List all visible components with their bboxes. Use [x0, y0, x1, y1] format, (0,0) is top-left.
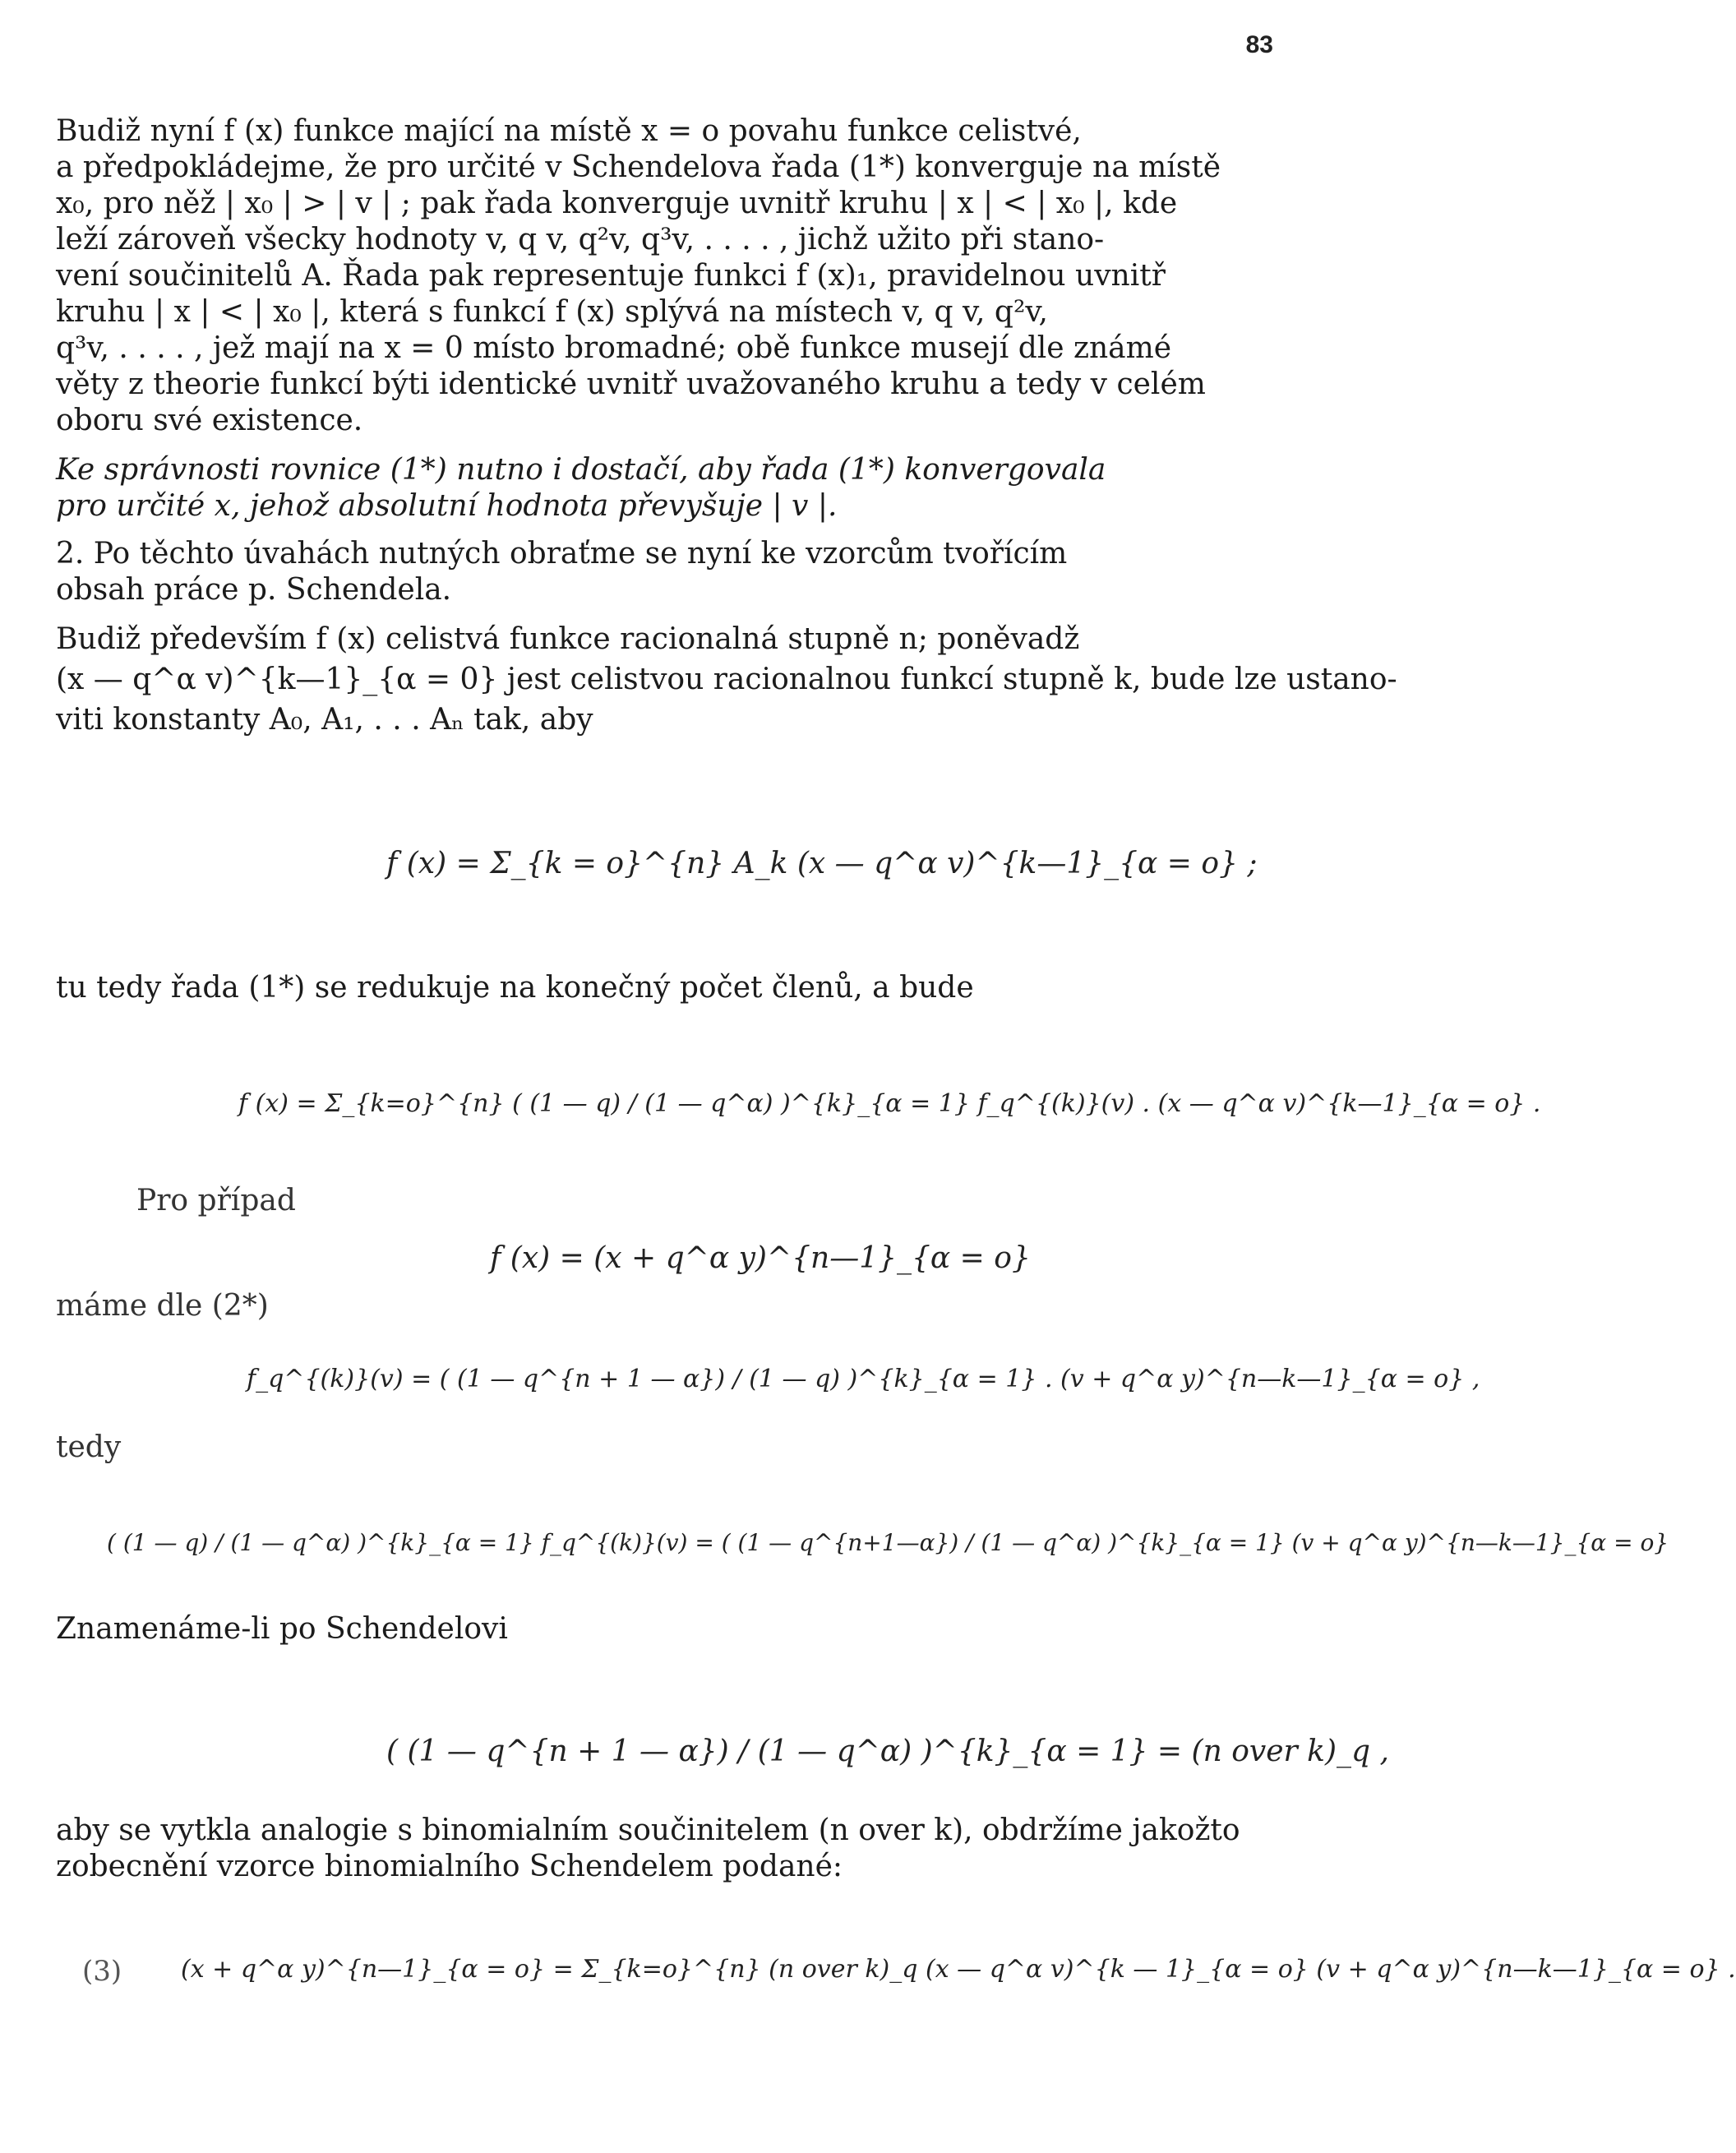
equation-finite-sum: f (x) = Σ_{k=o}^{n} ( (1 — q) / (1 — q^α) )^{k}_{α = 1} f_q^{(k)}(v) . (x — q^α v)^{k—1}_{α = o} . — [238, 1089, 1541, 1118]
text-line: Budiž nyní f (x) funkce mající na místě x = o povahu funkce celistvé, — [56, 114, 1082, 148]
paragraph-analogy — [56, 1813, 1271, 1885]
paragraph-section-2 — [56, 536, 1271, 608]
text-line: aby se vytkla analogie s binomialním součinitelem (n over k), obdržíme jakožto — [56, 1813, 1240, 1847]
text-line: viti konstanty A₀, A₁, . . . Aₙ tak, aby — [56, 703, 593, 737]
equation-q-binomial: ( (1 — q^{n + 1 — α}) / (1 — q^α) )^{k}_{α = 1} = (n over k)_q , — [386, 1735, 1389, 1768]
text-line: kruhu | x | < | x₀ |, která s funkcí f (x) splývá na místech v, q v, q²v, — [56, 295, 1048, 329]
text-line: 2. Po těchto úvahách nutných obraťme se nyní ke vzorcům tvořícím — [56, 537, 1068, 571]
text-line: vení součinitelů A. Řada pak representuje funkci f (x)₁, pravidelnou uvnitř — [56, 259, 1166, 293]
text-line: pro určité x, jehož absolutní hodnota převyšuje | v |. — [56, 489, 838, 523]
text-line: Znamenáme-li po Schendelovi — [56, 1612, 508, 1646]
equation-expansion: f (x) = Σ_{k = o}^{n} A_k (x — q^α v)^{k—1}_{α = o} ; — [386, 847, 1258, 880]
label-mame-dle: máme dle (2*) — [56, 1289, 269, 1323]
text-line: (x — q^α v)^{k—1}_{α = 0} jest celistvou racionalnou funkcí stupně k, bude lze ustano- — [56, 663, 1397, 696]
text-line: a předpokládejme, že pro určité v Schendelova řada (1*) konverguje na místě — [56, 150, 1221, 184]
text-line: leží zároveň všecky hodnoty v, q v, q²v, q³v, . . . . , jichž užito při stano- — [56, 223, 1105, 256]
text-line: Budiž především f (x) celistvá funkce racionalná stupně n; poněvadž — [56, 622, 1080, 656]
equation-number: (3) — [82, 1955, 122, 1988]
text-line: oboru své existence. — [56, 404, 363, 437]
paragraph-rational-function — [56, 621, 1397, 738]
equation-case: f (x) = (x + q^α y)^{n—1}_{α = o} — [490, 1241, 1031, 1275]
page-number: 83 — [1245, 31, 1273, 58]
equation-derivative: f_q^{(k)}(v) = ( (1 — q^{n + 1 — α}) / (1 — q) )^{k}_{α = 1} . (v + q^α y)^{n—k—1}_{α = o} , — [247, 1365, 1480, 1393]
paragraph-entire-function — [56, 113, 1271, 439]
paragraph-reduce — [56, 970, 1271, 1006]
text-line: obsah práce p. Schendela. — [56, 573, 452, 607]
label-tedy: tedy — [56, 1430, 122, 1464]
equation-generalized-binomial: (x + q^α y)^{n—1}_{α = o} = Σ_{k=o}^{n} (n over k)_q (x — q^α v)^{k — 1}_{α = o} (v + q^α y)^{n—k—1}_{α = o} . — [181, 1955, 1736, 1984]
text-line: věty z theorie funkcí býti identické uvnitř uvažovaného kruhu a tedy v celém — [56, 367, 1206, 401]
text-line: x₀, pro něž | x₀ | > | v | ; pak řada konverguje uvnitř kruhu | x | < | x₀ |, kde — [56, 187, 1178, 220]
text-line: Ke správnosti rovnice (1*) nutno i dostačí, aby řada (1*) konvergovala — [56, 453, 1106, 487]
text-line: q³v, . . . . , jež mají na x = 0 místo bromadné; obě funkce musejí dle známé — [56, 331, 1172, 365]
paragraph-condition — [56, 452, 1271, 524]
text-line: tu tedy řada (1*) se redukuje na konečný počet členů, a bude — [56, 971, 974, 1005]
equation-identity: ( (1 — q) / (1 — q^α) )^{k}_{α = 1} f_q^{(k)}(v) = ( (1 — q^{n+1—α}) / (1 — q^α) )^{k}_{α = 1} (v + q^α y)^{n—k—1}_{α = o} — [107, 1529, 1669, 1556]
text-line: zobecnění vzorce binomialního Schendelem podané: — [56, 1850, 843, 1883]
label-pro-pripad: Pro případ — [136, 1184, 296, 1217]
paragraph-notation — [56, 1611, 1271, 1647]
